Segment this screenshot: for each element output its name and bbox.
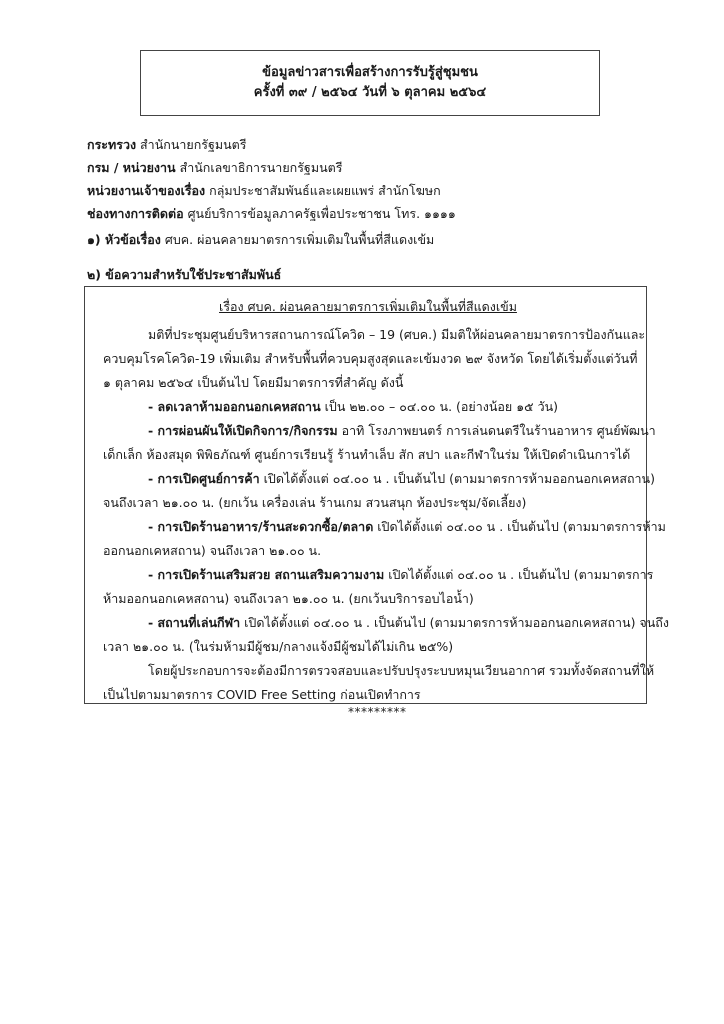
meta-value: สำนักเลขาธิการนายกรัฐมนตรี — [175, 160, 343, 175]
pr-bullet-sports — [103, 611, 669, 635]
meta-owner-unit — [87, 179, 647, 202]
pr-bullet-restaurants — [103, 515, 666, 539]
pr-bullet-continuation: ออกนอกเคหสถาน) จนถึงเวลา ๒๑.๐๐ น. — [103, 543, 322, 558]
pr-message-box — [84, 286, 669, 704]
pr-closing-line: โดยผู้ประกอบการจะต้องมีการตรวจสอบและปรับปรุงระบบหมุนเวียนอากาศ รวมทั้งจัดสถานที่ให้ — [148, 663, 655, 678]
meta-value: กลุ่มประชาสัมพันธ์และเผยแพร่ สำนักโฆษก — [205, 183, 441, 198]
bullet-label: - การเปิดศูนย์การค้า — [148, 471, 260, 486]
pr-bullet-continuation: ห้ามออกนอกเคหสถาน) จนถึงเวลา ๒๑.๐๐ น. (ยกเว้นบริการอบไอน้ำ) — [103, 591, 474, 606]
meta-value: สำนักนายกรัฐมนตรี — [136, 137, 247, 152]
pr-title: เรื่อง ศบค. ผ่อนคลายมาตรการเพิ่มเติมในพื้นที่สีแดงเข้ม — [219, 299, 517, 314]
meta-label: หน่วยงานเจ้าของเรื่อง — [87, 183, 206, 198]
pr-bullet-curfew — [103, 395, 633, 419]
bullet-text: เป็น ๒๒.๐๐ – ๐๔.๐๐ น. (อย่างน้อย ๑๕ วัน) — [320, 399, 559, 414]
pr-closing-line: เป็นไปตามมาตรการ COVID Free Setting ก่อนเปิดทำการ — [103, 687, 421, 702]
bullet-label: - ลดเวลาห้ามออกนอกเคหสถาน — [148, 399, 321, 414]
section-subject-label: ๑) หัวข้อเรื่อง — [87, 232, 161, 247]
pr-intro-line: ควบคุมโรคโควิด-19 เพิ่มเติม สำหรับพื้นที่ควบคุมสูงสุดและเข้มงวด ๒๙ จังหวัด โดยได้เริ่มตั้งแต่วันที่ — [103, 351, 638, 366]
header-box — [140, 50, 600, 116]
pr-intro-line: มติที่ประชุมศูนย์บริหารสถานการณ์โควิด – 19 (ศบค.) มีมติให้ผ่อนคลายมาตรการป้องกันและ — [148, 327, 646, 342]
bullet-text: เปิดได้ตั้งแต่ ๐๔.๐๐ น . เป็นต้นไป (ตามมาตรการห้ามออกนอกเคหสถาน) จนถึง — [240, 615, 669, 630]
meta-value: ศูนย์บริการข้อมูลภาครัฐเพื่อประชาชน โทร. ๑๑๑๑ — [183, 206, 456, 221]
pr-bullet-beauty — [103, 563, 654, 587]
pr-bullet-continuation: จนถึงเวลา ๒๑.๐๐ น. (ยกเว้น เครื่องเล่น ร้านเกม สวนสนุก ห้องประชุม/จัดเลี้ยง) — [103, 495, 527, 510]
end-mark: ********* — [348, 705, 407, 719]
meta-label: ช่องทางการติดต่อ — [87, 206, 184, 221]
meta-label: กรม / หน่วยงาน — [87, 160, 176, 175]
bullet-label: - สถานที่เล่นกีฬา — [148, 615, 241, 630]
header-title: ข้อมูลข่าวสารเพื่อสร้างการรับรู้สู่ชุมชน — [262, 65, 478, 80]
section-subject — [87, 229, 434, 251]
pr-intro-line: ๑ ตุลาคม ๒๕๖๔ เป็นต้นไป โดยมีมาตรการที่สำคัญ ดังนี้ — [103, 375, 404, 390]
pr-bullet-activities — [103, 419, 656, 443]
section-subject-value: ศบค. ผ่อนคลายมาตรการเพิ่มเติมในพื้นที่สีแดงเข้ม — [160, 232, 435, 247]
meta-contact — [87, 202, 647, 225]
meta-label: กระทรวง — [87, 137, 137, 152]
meta-ministry — [87, 133, 647, 156]
meta-department — [87, 156, 647, 179]
meta-block — [87, 133, 647, 225]
bullet-label: - การผ่อนผันให้เปิดกิจการ/กิจกรรม — [148, 423, 338, 438]
pr-message-body — [103, 295, 669, 707]
bullet-text: อาทิ โรงภาพยนตร์ การเล่นดนตรีในร้านอาหาร ศูนย์พัฒนา — [337, 423, 656, 438]
header-issue: ครั้งที่ ๓๙ / ๒๕๖๔ วันที่ ๖ ตุลาคม ๒๕๖๔ — [253, 85, 487, 100]
section-pr-heading: ๒) ข้อความสำหรับใช้ประชาสัมพันธ์ — [87, 267, 282, 282]
bullet-text: เปิดได้ตั้งแต่ ๐๔.๐๐ น . เป็นต้นไป (ตามมาตรการห้าม — [373, 519, 666, 534]
pr-bullet-continuation: เด็กเล็ก ห้องสมุด พิพิธภัณฑ์ ศูนย์การเรียนรู้ ร้านทำเล็บ สัก สปา และกีฬาในร่ม ให้เปิดดำเนินการได้ — [103, 447, 631, 462]
pr-bullet-malls — [103, 467, 655, 491]
bullet-label: - การเปิดร้านอาหาร/ร้านสะดวกซื้อ/ตลาด — [148, 519, 374, 534]
bullet-text: เปิดได้ตั้งแต่ ๐๔.๐๐ น . เป็นต้นไป (ตามมาตรการ — [384, 567, 654, 582]
pr-bullet-continuation: เวลา ๒๑.๐๐ น. (ในร่มห้ามมีผู้ชม/กลางแจ้งมีผู้ชมได้ไม่เกิน ๒๕%) — [103, 639, 454, 654]
bullet-label: - การเปิดร้านเสริมสวย สถานเสริมความงาม — [148, 567, 385, 582]
bullet-text: เปิดได้ตั้งแต่ ๐๔.๐๐ น . เป็นต้นไป (ตามมาตรการห้ามออกนอกเคหสถาน) — [259, 471, 655, 486]
